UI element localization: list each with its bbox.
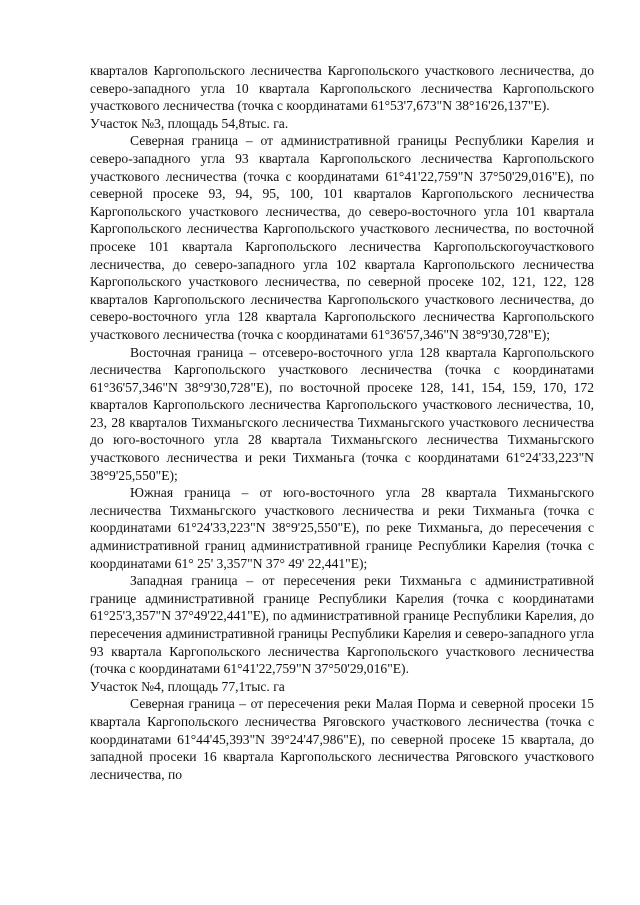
section-heading-plot-4: Участок №4, площадь 77,1тыс. га [90,678,285,694]
paragraph-southern-boundary-plot-3: Южная граница – от юго-восточного угла 28 квартала Тихманьгского лесничества Тихманьгского участкового лесничества и реки Тихманьга (точка с координатами 61°24'33,223"N 38°9'25,550"E), по реке Тихманьга, до пересечения с административной границ административной границе Республики Карелия (точка с координатами 61° 25' 3,357"N 37° 49' 22,441"E); [90,485,594,571]
paragraph-northern-boundary-plot-4: Северная граница – от пересечения реки Малая Порма и северной просеки 15 квартала Каргопольского лесничества Ряговского участкового лесничества (точка с координатами 61°44'45,393"N 39°24'47,986"E), по северной просеке 15 квартала, до западной просеки 16 квартала Каргопольского лесничества Ряговского участкового лесничества, по [90,696,594,782]
paragraph-western-boundary-plot-3: Западная граница – от пересечения реки Тихманьга с административной границе административной границе Республики Карелия (точка с координатами 61°25'3,357"N 37°49'22,441"E), по административной границе Республики Карелия, до пересечения административной границы Республики Карелия и северо-западного угла 93 квартала Каргопольского лесничества Каргопольского участкового лесничества (точка с координатами 61°41'22,759"N 37°50'29,016"E). [90,573,594,677]
paragraph-northern-boundary-plot-3: Северная граница – от административной границы Республики Карелия и северо-западного угла 93 квартала Каргопольского лесничества Каргопольского участкового лесничества (точка с координатами 61°41'22,759"N 37°50'29,016"E), по северной просеке 93, 94, 95, 100, 101 кварталов Каргопольского лесничества Каргопольского участкового лесничества, до северо-восточного угла 101 квартала Каргопольского лесничества Каргопольского участкового лесничества, по восточной просеке 101 квартала Каргопольского лесничества Каргопольскогоучасткового лесничества, до северо-западного угла 102 квартала Каргопольского лесничества Каргопольского участкового лесничества, по северной просеке 102, 121, 122, 128 кварталов Каргопольского лесничества Каргопольского участкового лесничества, до северо-восточного угла 128 квартала Каргопольского лесничества Каргопольского участкового лесничества (точка с координатами 61°36'57,346"N 38°9'30,728"E); [90,133,594,342]
paragraph-eastern-boundary-plot-3: Восточная граница – отсеверо-восточного угла 128 квартала Каргопольского лесничества Каргопольского участкового лесничества (точка с координатами 61°36'57,346"N 38°9'30,728"E), по восточной просеке 128, 141, 154, 159, 170, 172 кварталов Каргопольского лесничества Каргопольского участкового лесничества, 10, 23, 28 кварталов Тихманьгского лесничества Тихманьгского участкового лесничества до юго-восточного угла 28 квартала Тихманьгского лесничества Тихманьгского участкового лесничества и реки Тихманьга (точка с координатами 61°24'33,223"N 38°9'25,550"E); [90,344,594,483]
paragraph-continuation: кварталов Каргопольского лесничества Каргопольского участкового лесничества, до северо-западного угла 10 квартала Каргопольского лесничества Каргопольского участкового лесничества (точка с координатами 61°53'7,673"N 38°16'26,137"E). [90,63,594,114]
section-heading-plot-3: Участок №3, площадь 54,8тыс. га. [90,115,289,131]
document-page [90,62,594,783]
